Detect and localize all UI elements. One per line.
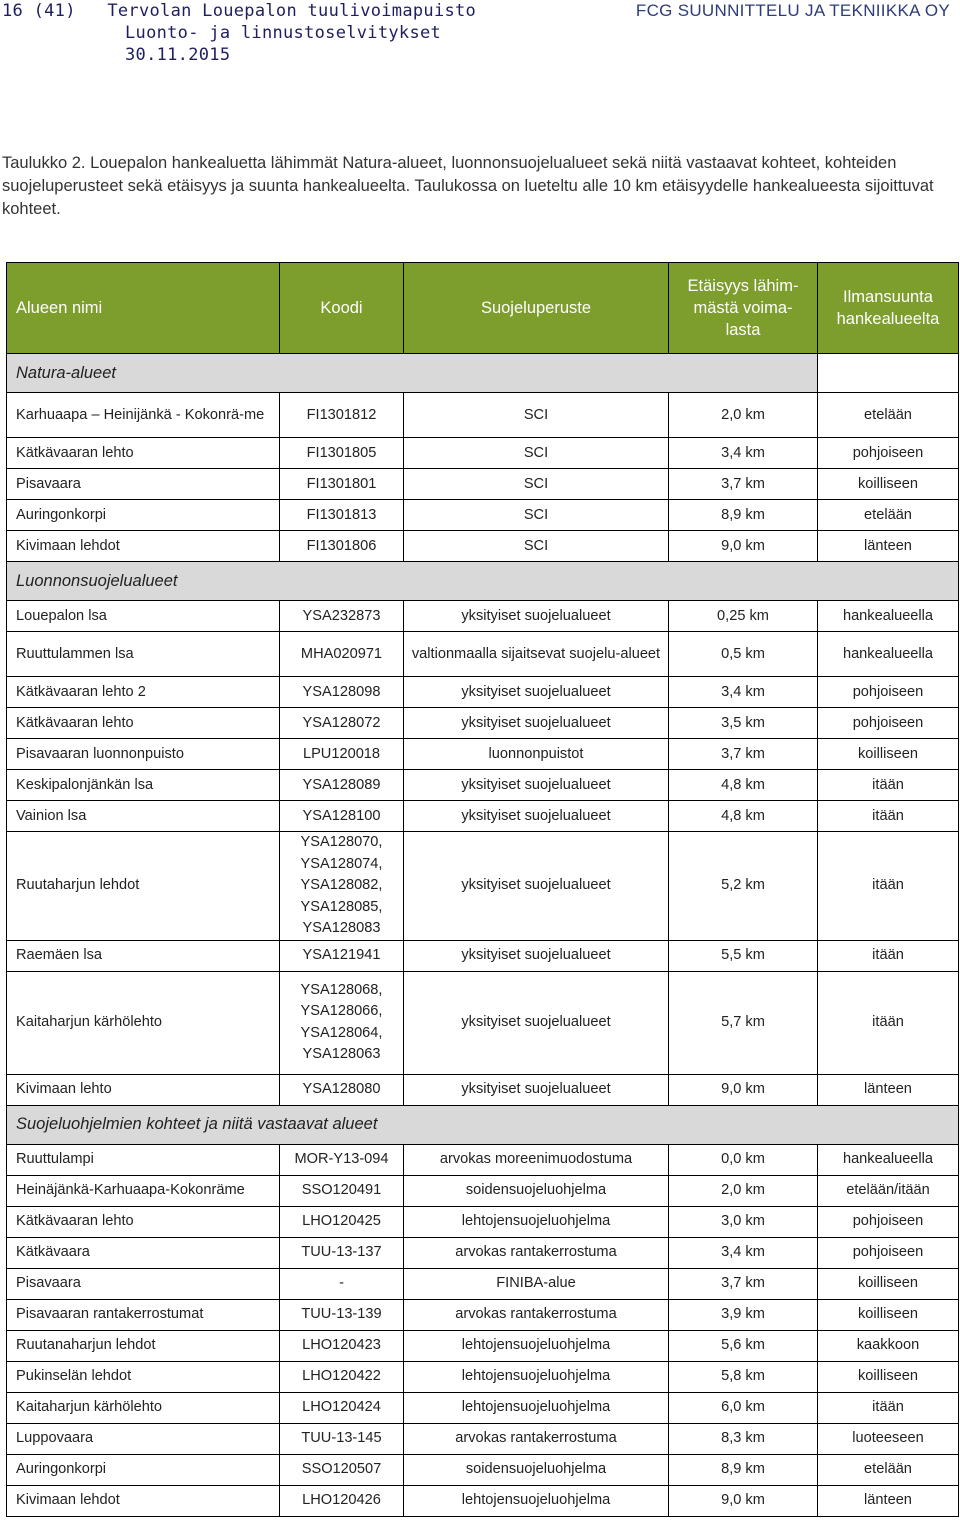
table-row xyxy=(7,832,959,941)
direction-cell: pohjoiseen xyxy=(818,1237,959,1268)
table-row xyxy=(7,801,959,832)
table-header-row xyxy=(7,263,959,354)
code-cell: MOR-Y13-094 xyxy=(280,1144,404,1175)
distance-cell: 0,25 km xyxy=(669,601,818,632)
table-row xyxy=(7,1485,959,1516)
company-name: FCG SUUNNITTELU JA TEKNIIKKA OY xyxy=(635,1,950,20)
direction-cell: pohjoiseen xyxy=(818,438,959,469)
table-row xyxy=(7,1144,959,1175)
basis-cell: arvokas rantakerrostuma xyxy=(404,1237,669,1268)
section-title: Suojeluohjelmien kohteet ja niitä vastaavat alueet xyxy=(7,1105,959,1144)
basis-cell: lehtojensuojeluohjelma xyxy=(404,1392,669,1423)
area-name-cell: Pisavaaran luonnonpuisto xyxy=(7,739,280,770)
code-cell: FI1301801 xyxy=(280,469,404,500)
table-caption xyxy=(2,152,957,221)
direction-cell: luoteeseen xyxy=(818,1423,959,1454)
table-row xyxy=(7,1074,959,1105)
code-cell: SSO120491 xyxy=(280,1175,404,1206)
table-row xyxy=(7,469,959,500)
direction-cell: kaakkoon xyxy=(818,1330,959,1361)
area-name-cell: Pisavaara xyxy=(7,1268,280,1299)
code-cell: LHO120422 xyxy=(280,1361,404,1392)
direction-cell: hankealueella xyxy=(818,632,959,677)
table-row xyxy=(7,1361,959,1392)
area-name-cell: Kaitaharjun kärhölehto xyxy=(7,1392,280,1423)
distance-cell: 5,7 km xyxy=(669,971,818,1074)
basis-cell: lehtojensuojeluohjelma xyxy=(404,1485,669,1516)
distance-cell: 3,7 km xyxy=(669,469,818,500)
code-cell: TUU-13-139 xyxy=(280,1299,404,1330)
distance-cell: 0,5 km xyxy=(669,632,818,677)
distance-cell: 4,8 km xyxy=(669,801,818,832)
area-name-cell: Ruuttulammen lsa xyxy=(7,632,280,677)
area-name-cell: Kätkävaaran lehto xyxy=(7,708,280,739)
column-header-basis: Suojeluperuste xyxy=(404,263,669,354)
distance-cell: 9,0 km xyxy=(669,1074,818,1105)
table-row xyxy=(7,531,959,562)
table-row xyxy=(7,1299,959,1330)
direction-cell: itään xyxy=(818,801,959,832)
section-header-row xyxy=(7,562,959,601)
table-row xyxy=(7,393,959,438)
code-cell: YSA121941 xyxy=(280,940,404,971)
table-row xyxy=(7,1330,959,1361)
column-header-code: Koodi xyxy=(280,263,404,354)
distance-cell: 5,5 km xyxy=(669,940,818,971)
code-cell: YSA128098 xyxy=(280,677,404,708)
distance-cell: 2,0 km xyxy=(669,1175,818,1206)
distance-cell: 3,9 km xyxy=(669,1299,818,1330)
code-cell: YSA128070, YSA128074, YSA128082, YSA128085, YSA128083 xyxy=(280,832,404,941)
basis-cell: SCI xyxy=(404,500,669,531)
direction-cell: itään xyxy=(818,971,959,1074)
area-name-cell: Kätkävaaran lehto xyxy=(7,1206,280,1237)
code-cell: LHO120424 xyxy=(280,1392,404,1423)
distance-cell: 8,3 km xyxy=(669,1423,818,1454)
column-header-name: Alueen nimi xyxy=(7,263,280,354)
table-row xyxy=(7,632,959,677)
table-row xyxy=(7,1423,959,1454)
basis-cell: arvokas rantakerrostuma xyxy=(404,1299,669,1330)
table-row xyxy=(7,1268,959,1299)
area-name-cell: Pukinselän lehdot xyxy=(7,1361,280,1392)
distance-cell: 3,0 km xyxy=(669,1206,818,1237)
page-number: 16 (41) xyxy=(2,1,76,21)
table-row xyxy=(7,1175,959,1206)
direction-cell: koilliseen xyxy=(818,469,959,500)
document-date: 30.11.2015 xyxy=(125,45,231,65)
basis-cell: SCI xyxy=(404,393,669,438)
code-cell: YSA128080 xyxy=(280,1074,404,1105)
caption-label: Taulukko 2. xyxy=(2,154,86,172)
column-header-distance: Etäisyys lähim-mästä voima-lasta xyxy=(669,263,818,354)
protected-areas-table xyxy=(6,262,959,1517)
code-cell: LHO120425 xyxy=(280,1206,404,1237)
distance-cell: 5,8 km xyxy=(669,1361,818,1392)
direction-cell: etelään xyxy=(818,1454,959,1485)
direction-cell: pohjoiseen xyxy=(818,1206,959,1237)
direction-cell: pohjoiseen xyxy=(818,677,959,708)
table-row xyxy=(7,601,959,632)
area-name-cell: Louepalon lsa xyxy=(7,601,280,632)
area-name-cell: Kätkävaaran lehto xyxy=(7,438,280,469)
section-header-row xyxy=(7,354,959,393)
section-header-row xyxy=(7,1105,959,1144)
area-name-cell: Ruutaharjun lehdot xyxy=(7,832,280,941)
direction-cell: hankealueella xyxy=(818,601,959,632)
basis-cell: lehtojensuojeluohjelma xyxy=(404,1361,669,1392)
direction-cell: koilliseen xyxy=(818,1361,959,1392)
basis-cell: yksityiset suojelualueet xyxy=(404,801,669,832)
basis-cell: valtionmaalla sijaitsevat suojelu-alueet xyxy=(404,632,669,677)
basis-cell: yksityiset suojelualueet xyxy=(404,677,669,708)
area-name-cell: Auringonkorpi xyxy=(7,500,280,531)
distance-cell: 3,4 km xyxy=(669,677,818,708)
code-cell: YSA128089 xyxy=(280,770,404,801)
direction-cell: länteen xyxy=(818,1074,959,1105)
code-cell: FI1301805 xyxy=(280,438,404,469)
code-cell: MHA020971 xyxy=(280,632,404,677)
distance-cell: 3,5 km xyxy=(669,708,818,739)
table-row xyxy=(7,1392,959,1423)
basis-cell: yksityiset suojelualueet xyxy=(404,832,669,941)
distance-cell: 3,7 km xyxy=(669,739,818,770)
basis-cell: luonnonpuistot xyxy=(404,739,669,770)
area-name-cell: Kivimaan lehdot xyxy=(7,531,280,562)
area-name-cell: Ruutanaharjun lehdot xyxy=(7,1330,280,1361)
basis-cell: yksityiset suojelualueet xyxy=(404,601,669,632)
area-name-cell: Luppovaara xyxy=(7,1423,280,1454)
basis-cell: yksityiset suojelualueet xyxy=(404,708,669,739)
document-title: Tervolan Louepalon tuulivoimapuisto xyxy=(107,1,477,21)
code-cell: LHO120423 xyxy=(280,1330,404,1361)
distance-cell: 8,9 km xyxy=(669,500,818,531)
direction-cell: koilliseen xyxy=(818,1299,959,1330)
direction-cell: itään xyxy=(818,940,959,971)
table-row xyxy=(7,1454,959,1485)
distance-cell: 5,6 km xyxy=(669,1330,818,1361)
basis-cell: yksityiset suojelualueet xyxy=(404,1074,669,1105)
direction-cell: itään xyxy=(818,832,959,941)
direction-cell: itään xyxy=(818,1392,959,1423)
direction-cell: koilliseen xyxy=(818,1268,959,1299)
distance-cell: 9,0 km xyxy=(669,1485,818,1516)
area-name-cell: Pisavaara xyxy=(7,469,280,500)
direction-cell: pohjoiseen xyxy=(818,708,959,739)
area-name-cell: Kätkävaara xyxy=(7,1237,280,1268)
area-name-cell: Kivimaan lehdot xyxy=(7,1485,280,1516)
code-cell: YSA128068, YSA128066, YSA128064, YSA128063 xyxy=(280,971,404,1074)
table-row xyxy=(7,500,959,531)
document-subtitle: Luonto- ja linnustoselvitykset xyxy=(125,23,442,43)
area-name-cell: Ruuttulampi xyxy=(7,1144,280,1175)
area-name-cell: Kivimaan lehto xyxy=(7,1074,280,1105)
distance-cell: 2,0 km xyxy=(669,393,818,438)
table-body xyxy=(7,354,959,1517)
table-row xyxy=(7,1237,959,1268)
table-row xyxy=(7,971,959,1074)
direction-cell: etelään xyxy=(818,500,959,531)
basis-cell: SCI xyxy=(404,531,669,562)
code-cell: - xyxy=(280,1268,404,1299)
table-row xyxy=(7,770,959,801)
basis-cell: yksityiset suojelualueet xyxy=(404,770,669,801)
basis-cell: arvokas moreenimuodostuma xyxy=(404,1144,669,1175)
area-name-cell: Kaitaharjun kärhölehto xyxy=(7,971,280,1074)
area-name-cell: Vainion lsa xyxy=(7,801,280,832)
direction-cell: länteen xyxy=(818,531,959,562)
area-name-cell: Pisavaaran rantakerrostumat xyxy=(7,1299,280,1330)
table-row xyxy=(7,940,959,971)
direction-cell: itään xyxy=(818,770,959,801)
area-name-cell: Kätkävaaran lehto 2 xyxy=(7,677,280,708)
code-cell: FI1301806 xyxy=(280,531,404,562)
direction-cell: hankealueella xyxy=(818,1144,959,1175)
basis-cell: lehtojensuojeluohjelma xyxy=(404,1206,669,1237)
basis-cell: yksityiset suojelualueet xyxy=(404,940,669,971)
table-row xyxy=(7,739,959,770)
basis-cell: SCI xyxy=(404,469,669,500)
basis-cell: SCI xyxy=(404,438,669,469)
area-name-cell: Keskipalonjänkän lsa xyxy=(7,770,280,801)
code-cell: LPU120018 xyxy=(280,739,404,770)
area-name-cell: Auringonkorpi xyxy=(7,1454,280,1485)
table-row xyxy=(7,438,959,469)
empty-cell xyxy=(818,354,959,393)
basis-cell: yksityiset suojelualueet xyxy=(404,971,669,1074)
code-cell: SSO120507 xyxy=(280,1454,404,1485)
direction-cell: etelään xyxy=(818,393,959,438)
distance-cell: 9,0 km xyxy=(669,531,818,562)
basis-cell: soidensuojeluohjelma xyxy=(404,1454,669,1485)
table-row xyxy=(7,1206,959,1237)
basis-cell: lehtojensuojeluohjelma xyxy=(404,1330,669,1361)
direction-cell: koilliseen xyxy=(818,739,959,770)
direction-cell: länteen xyxy=(818,1485,959,1516)
area-name-cell: Karhuaapa – Heinijänkä - Kokonrä-me xyxy=(7,393,280,438)
distance-cell: 5,2 km xyxy=(669,832,818,941)
distance-cell: 3,4 km xyxy=(669,1237,818,1268)
code-cell: TUU-13-145 xyxy=(280,1423,404,1454)
section-title: Luonnonsuojelualueet xyxy=(7,562,959,601)
code-cell: FI1301813 xyxy=(280,500,404,531)
basis-cell: arvokas rantakerrostuma xyxy=(404,1423,669,1454)
distance-cell: 6,0 km xyxy=(669,1392,818,1423)
area-name-cell: Raemäen lsa xyxy=(7,940,280,971)
page-header xyxy=(2,0,476,66)
code-cell: YSA128100 xyxy=(280,801,404,832)
code-cell: TUU-13-137 xyxy=(280,1237,404,1268)
basis-cell: FINIBA-alue xyxy=(404,1268,669,1299)
distance-cell: 8,9 km xyxy=(669,1454,818,1485)
distance-cell: 3,7 km xyxy=(669,1268,818,1299)
section-title: Natura-alueet xyxy=(7,354,818,393)
code-cell: LHO120426 xyxy=(280,1485,404,1516)
distance-cell: 4,8 km xyxy=(669,770,818,801)
code-cell: YSA232873 xyxy=(280,601,404,632)
column-header-direction: Ilmansuunta hankealueelta xyxy=(818,263,959,354)
distance-cell: 3,4 km xyxy=(669,438,818,469)
code-cell: FI1301812 xyxy=(280,393,404,438)
code-cell: YSA128072 xyxy=(280,708,404,739)
table-row xyxy=(7,708,959,739)
basis-cell: soidensuojeluohjelma xyxy=(404,1175,669,1206)
caption-text: Louepalon hankealuetta lähimmät Natura-alueet, luonnonsuojelualueet sekä niitä vastaavat kohteet, kohteiden suojeluperusteet sekä etäisyys ja suunta hankealueelta. Taulukossa on lueteltu alle 10 km etäisyydelle hankealueesta sijoittuvat kohteet. xyxy=(2,154,934,218)
table-row xyxy=(7,677,959,708)
distance-cell: 0,0 km xyxy=(669,1144,818,1175)
area-name-cell: Heinäjänkä-Karhuaapa-Kokonräme xyxy=(7,1175,280,1206)
direction-cell: etelään/itään xyxy=(818,1175,959,1206)
